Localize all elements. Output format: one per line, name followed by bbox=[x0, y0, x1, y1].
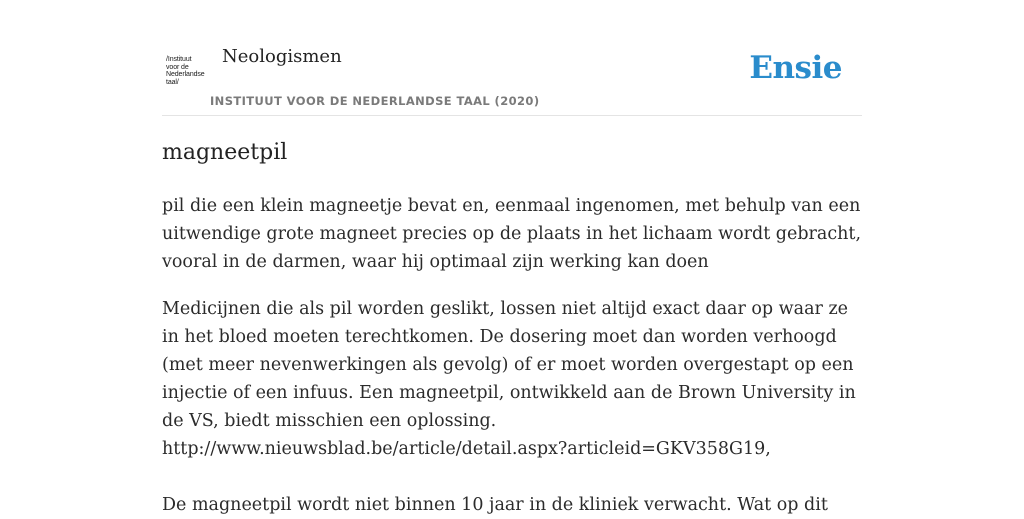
logo-line: taal/ bbox=[166, 78, 179, 86]
entry-term: magneetpil bbox=[162, 140, 288, 165]
source-subtitle: INSTITUUT VOOR DE NEDERLANDSE TAAL (2020) bbox=[210, 94, 540, 108]
logo-line: /Instituut bbox=[166, 56, 192, 63]
source-header bbox=[162, 0, 862, 116]
entry-definition: pil die een klein magneetje bevat en, eenmaal ingenomen, met behulp van een uitwendige grote magneet precies op de plaats in het lichaam wordt gebracht, vooral in de darmen, waar hij optimaal zijn werking kan doen bbox=[162, 196, 862, 272]
institute-logo[interactable] bbox=[166, 56, 210, 90]
logo-line: voor de bbox=[166, 63, 189, 71]
entry-example: Medicijnen die als pil worden geslikt, lossen niet altijd exact daar op waar ze in het bloed moeten terechtkomen. De dosering moet dan worden verhoogd (met meer nevenwerkingen als gevolg) of er moet worden overgestapt op een injectie of een infuus. Een magneetpil, ontwikkeld aan de Brown University in de VS, biedt misschien een oplossing. http://www.nieuwsblad.be/article/detail.aspx?articleid=GKV358G19, De magneetpil wordt niet binnen 10 jaar in de kliniek verwacht. Wat op dit bbox=[162, 299, 856, 515]
page bbox=[162, 0, 862, 515]
logo-line: Nederlandse bbox=[166, 71, 205, 78]
source-title[interactable]: Neologismen bbox=[222, 46, 342, 67]
ensie-logo-link[interactable]: Ensie bbox=[749, 50, 842, 86]
